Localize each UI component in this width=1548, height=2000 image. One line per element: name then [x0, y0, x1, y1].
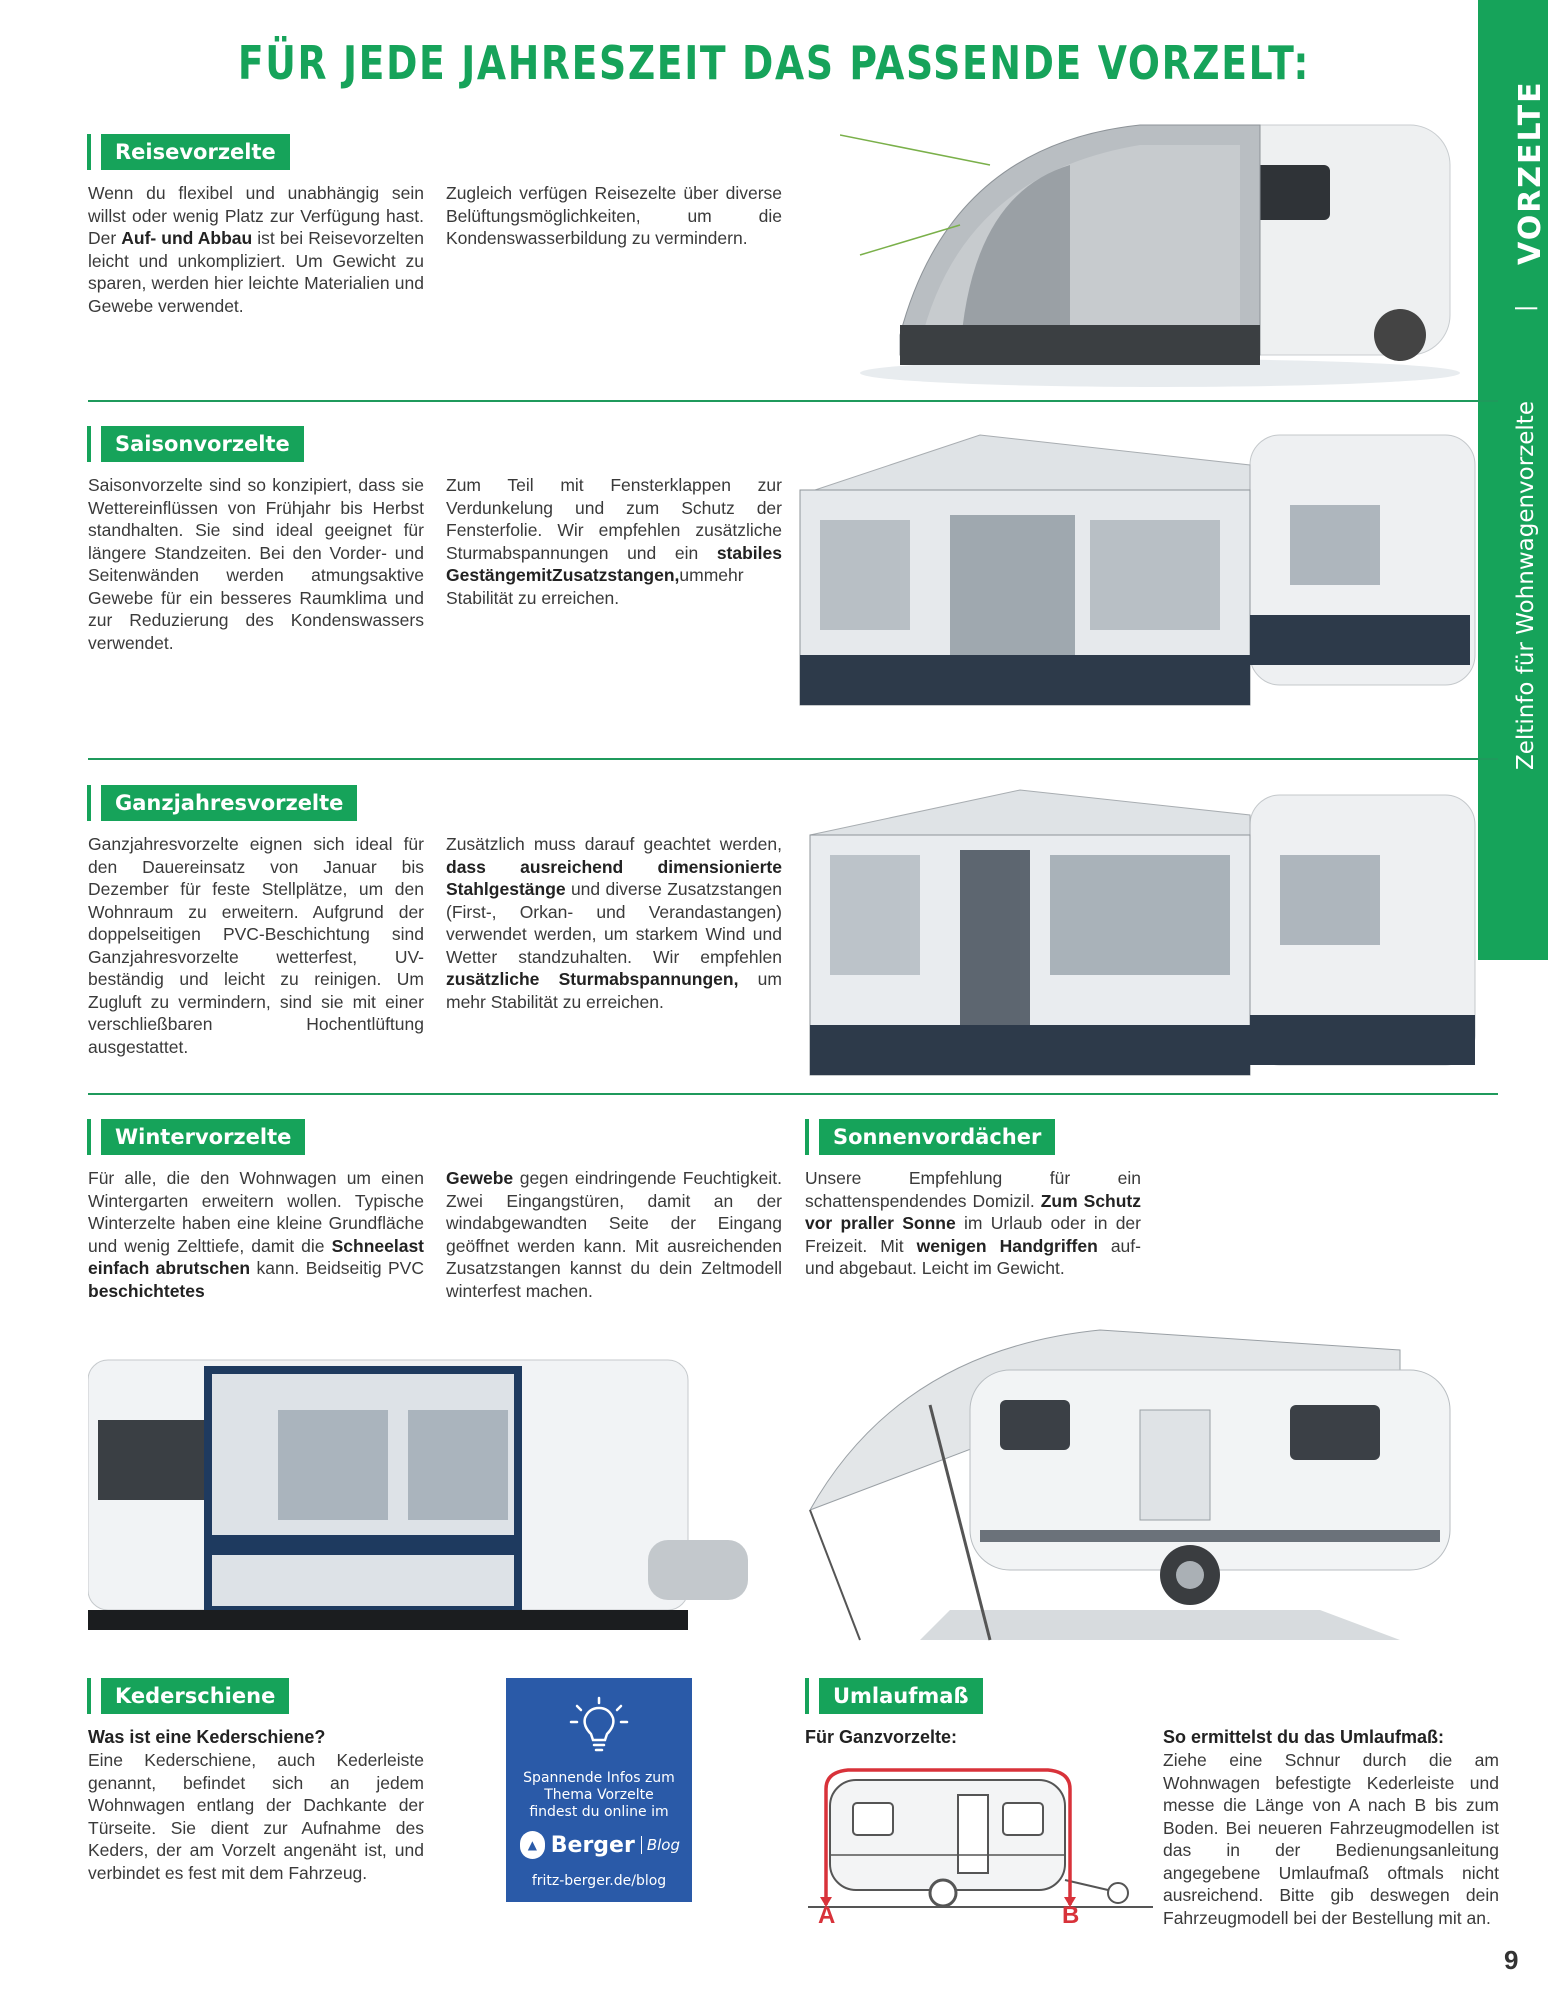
keder-text: Eine Kederschiene, auch Kederleiste genannt, befindet sich an jedem Wohnwagen entlang der Dachkante der Türseite. Sie dient zur Aufnahme des Keders, der am Vorzelt angenäht ist, und verbindet es fest mit dem Fahrzeug. — [88, 1750, 424, 1883]
section-label: Ganzjahresvorzelte — [101, 785, 357, 821]
umlauf-howto-text: Ziehe eine Schnur durch die am Wohnwagen befestigte Kederleiste und messe die Länge von A nach B bis zum Boden. Bei neueren Fahrzeugmodellen ist das in der Bedienungsanleitung angegebene Umlaufmaß oftmals nicht ausreichend. Bitte gib deswegen dein Fahrzeugmodell bei der Bestellung mit an. — [1163, 1750, 1499, 1928]
page-number: 9 — [1504, 1945, 1519, 1975]
section-header-ganz — [87, 785, 357, 821]
divider — [88, 1093, 1498, 1095]
point-b-label: B — [1062, 1902, 1080, 1929]
header-bar — [87, 426, 91, 462]
section-header-umlauf — [805, 1678, 983, 1714]
header-bar — [87, 1119, 91, 1155]
keder-question: Was ist eine Kederschiene? — [88, 1727, 326, 1747]
blog-line-3: findest du online im — [529, 1804, 669, 1820]
section-header-winter — [87, 1119, 305, 1155]
header-bar — [805, 1119, 809, 1155]
winter-awning-image — [88, 1340, 768, 1640]
section-header-keder — [87, 1678, 289, 1714]
winter-text-col1: Für alle, die den Wohnwagen um einen Wintergarten erweitern wollen. Typische Winterzelte haben eine kleine Grundfläche und wenig Zelttiefe, damit die Schneelast einfach abrutschen kann. Beidseitig PVC beschichtetes — [88, 1168, 424, 1301]
saison-text-col1: Saisonvorzelte sind so konzipiert, dass sie Wettereinflüssen von Frühjahr bis Herbst standhalten. Sie sind ideal geeignet für längere Standzeiten. Bei den Vorder- und Seitenwänden werden atmungsaktive Gewebe für ein besseres Raumklima und zur Reduzierung des Kondenswassers verwendet. — [88, 475, 424, 653]
winter-text-col2: Gewebe gegen eindringende Feuchtigkeit. Zwei Eingangstüren, damit an der windabgewandten Seite der Eingang geöffnet werden kann. Mit ausreichenden Zusatzstangen kannst du dein Zeltmodell winterfest machen. — [446, 1168, 782, 1301]
berger-blog-logo — [520, 1828, 680, 1862]
umlauf-diagram — [808, 1755, 1153, 1930]
berger-logo-icon: ▲ — [520, 1831, 545, 1859]
seasonal-awning-image — [780, 425, 1480, 725]
section-header-saison — [87, 426, 304, 462]
reise-text-col1: Wenn du flexibel und unabhängig sein willst oder wenig Platz zur Verfügung hast. Der Auf- und Abbau ist bei Reisevorzelten leicht und unkompliziert. Um Gewicht zu sparen, werden hier leichte Materialien und Gewebe verwendet. — [88, 183, 424, 316]
section-header-sonnen — [805, 1119, 1055, 1155]
section-label: Reisevorzelte — [101, 134, 290, 170]
blog-promo-box[interactable] — [506, 1678, 692, 1902]
sidebar-divider: | — [1513, 304, 1538, 312]
section-label: Sonnenvordächer — [819, 1119, 1055, 1155]
page-title: FÜR JEDE JAHRESZEIT DAS PASSENDE VORZELT: — [237, 36, 1311, 90]
header-bar — [87, 1678, 91, 1714]
sonnen-text: Unsere Empfehlung für ein schattenspendendes Domizil. Zum Schutz vor praller Sonne im Urlaub oder in der Freizeit. Mit wenigen Handgriffen auf- und abgebaut. Leicht im Gewicht. — [805, 1168, 1142, 1278]
umlauf-howto-title: So ermittelst du das Umlaufmaß: — [1163, 1727, 1445, 1747]
blog-line-2: Thema Vorzelte — [544, 1787, 654, 1803]
section-label: Wintervorzelte — [101, 1119, 305, 1155]
blog-tag: Blog — [641, 1836, 680, 1854]
travel-awning-image — [840, 105, 1470, 390]
lightbulb-icon — [569, 1696, 629, 1754]
umlauf-subtitle: Für Ganzvorzelte: — [805, 1727, 958, 1747]
section-label: Kederschiene — [101, 1678, 289, 1714]
divider — [88, 400, 1498, 402]
header-bar — [87, 134, 91, 170]
section-label: Saisonvorzelte — [101, 426, 304, 462]
section-header-reise — [87, 134, 290, 170]
reise-text-col2: Zugleich verfügen Reisezelte über diverse Belüftungsmöglichkeiten, um die Kondenswasserbildung zu vermindern. — [446, 183, 782, 248]
blog-line-1: Spannende Infos zum — [523, 1770, 675, 1786]
ganz-text-col1: Ganzjahresvorzelte eignen sich ideal für den Dauereinsatz von Januar bis Dezember für feste Stellplätze, um den Wohnraum zu erweitern. Aufgrund der doppelseitigen PVC-Beschichtung sind Ganzjahresvorzelte wetterfest, UV-beständig und leicht zu reinigen. Um Zugluft zu vermindern, sind sie mit einer verschließbaren Hochentlüftung ausgestattet. — [88, 834, 424, 1057]
ganz-text-col2: Zusätzlich muss darauf geachtet werden, dass ausreichend dimensionierte Stahlgestänge und diverse Zusatzstangen (First-, Orkan- und Verandastangen) verwendet werden, um starkem Wind und Wetter standzuhalten. Wir empfehlen zusätzliche Sturmabspannungen, um mehr Stabilität zu erreichen. — [446, 834, 782, 1012]
sidebar-main-label: VORZELTE — [1513, 80, 1548, 265]
header-bar — [87, 785, 91, 821]
saison-text-col2: Zum Teil mit Fensterklappen zur Verdunkelung und zum Schutz der Fensterfolie. Wir empfehlen zusätzliche Sturmabspannungen und ein stabiles GestängemitZusatzstangen,ummehr Stabilität zu erreichen. — [446, 475, 782, 608]
berger-brand: Berger — [550, 1832, 635, 1858]
blog-url[interactable]: fritz-berger.de/blog — [531, 1873, 667, 1889]
sun-canopy-image — [800, 1310, 1510, 1650]
section-label: Umlaufmaß — [819, 1678, 983, 1714]
point-a-label: A — [818, 1902, 836, 1929]
header-bar — [805, 1678, 809, 1714]
sidebar-sub-label: Zeltinfo für Wohnwagenvorzelte — [1513, 401, 1539, 770]
divider — [88, 758, 1498, 760]
all-year-awning-image — [770, 785, 1480, 1085]
